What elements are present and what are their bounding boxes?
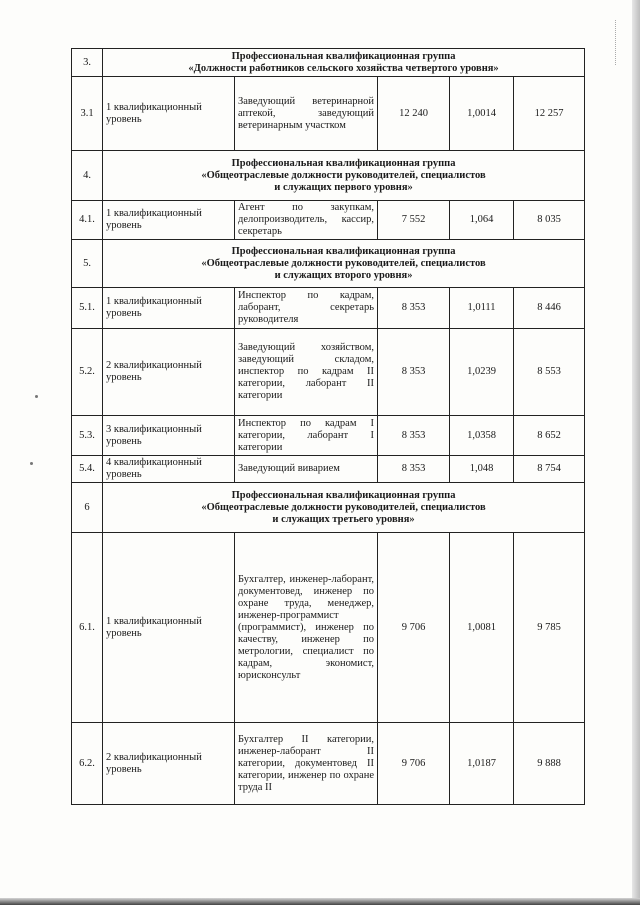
base-salary: 12 240 (378, 77, 450, 151)
coefficient: 1,0014 (450, 77, 514, 151)
group-row (72, 483, 585, 533)
base-salary: 8 353 (378, 456, 450, 483)
group-title-line: и служащих третьего уровня» (272, 513, 415, 525)
coefficient: 1,0239 (450, 329, 514, 416)
base-salary: 8 353 (378, 288, 450, 329)
qualification-level: 2 квалификационный уровень (103, 723, 235, 805)
base-salary: 7 552 (378, 201, 450, 240)
positions: Инспектор по кадрам I категории, лаборант I категории (235, 416, 378, 456)
positions: Инспектор по кадрам, лаборант, секретарь руководителя (235, 288, 378, 329)
scan-right-edge (632, 0, 640, 905)
base-salary: 8 353 (378, 416, 450, 456)
group-title-line: «Общеотраслевые должности руководителей, специалистов (201, 169, 486, 181)
table-row (72, 288, 585, 329)
qualification-level: 4 квалификационный уровень (103, 456, 235, 483)
group-title-line: Профессиональная квалификационная группа (231, 157, 456, 169)
positions: Бухгалтер, инженер-лаборант, документовед, инженер по охране труда, менеджер, инженер-программист (программист), инженер по качеству, инженер по метрологии, специалист по кадрам, экономист, юрисконсульт (235, 533, 378, 723)
group-row (72, 151, 585, 201)
table-row (72, 456, 585, 483)
salary-table (71, 48, 585, 805)
base-salary: 9 706 (378, 533, 450, 723)
coefficient: 1,0081 (450, 533, 514, 723)
group-title (103, 240, 585, 288)
coefficient: 1,0358 (450, 416, 514, 456)
total-salary: 8 652 (514, 416, 585, 456)
group-row (72, 49, 585, 77)
base-salary: 8 353 (378, 329, 450, 416)
group-title-line: «Общеотраслевые должности руководителей, специалистов (201, 501, 486, 513)
row-number: 3.1 (72, 77, 103, 151)
table-row (72, 723, 585, 805)
row-number: 6.1. (72, 533, 103, 723)
base-salary: 9 706 (378, 723, 450, 805)
group-title-line: Профессиональная квалификационная группа (231, 50, 456, 62)
positions: Заведующий хозяйством, заведующий складом, инспектор по кадрам II категории, лаборант II категории (235, 329, 378, 416)
total-salary: 9 888 (514, 723, 585, 805)
row-number: 5.2. (72, 329, 103, 416)
qualification-level: 2 квалификационный уровень (103, 329, 235, 416)
row-number: 5.4. (72, 456, 103, 483)
group-title (103, 483, 585, 533)
table-row (72, 329, 585, 416)
total-salary: 8 446 (514, 288, 585, 329)
coefficient: 1,0187 (450, 723, 514, 805)
group-title-line: Профессиональная квалификационная группа (231, 489, 456, 501)
coefficient: 1,0111 (450, 288, 514, 329)
group-title-line: «Должности работников сельского хозяйства четвертого уровня» (188, 62, 499, 74)
total-salary: 9 785 (514, 533, 585, 723)
coefficient: 1,064 (450, 201, 514, 240)
group-number: 5. (72, 240, 103, 288)
table-row (72, 416, 585, 456)
scan-speck (35, 395, 38, 398)
row-number: 5.1. (72, 288, 103, 329)
total-salary: 8 754 (514, 456, 585, 483)
group-row (72, 240, 585, 288)
qualification-level: 1 квалификационный уровень (103, 77, 235, 151)
row-number: 5.3. (72, 416, 103, 456)
table-row (72, 201, 585, 240)
total-salary: 8 553 (514, 329, 585, 416)
group-number: 3. (72, 49, 103, 77)
total-salary: 8 035 (514, 201, 585, 240)
group-number: 4. (72, 151, 103, 201)
qualification-level: 1 квалификационный уровень (103, 288, 235, 329)
group-number: 6 (72, 483, 103, 533)
qualification-level: 1 квалификационный уровень (103, 201, 235, 240)
group-title (103, 49, 585, 77)
group-title-line: «Общеотраслевые должности руководителей, специалистов (201, 257, 486, 269)
qualification-level: 1 квалификационный уровень (103, 533, 235, 723)
group-title-line: и служащих первого уровня» (274, 181, 413, 193)
scan-bottom-edge (0, 898, 640, 905)
coefficient: 1,048 (450, 456, 514, 483)
table-row (72, 77, 585, 151)
table-row (72, 533, 585, 723)
positions: Бухгалтер II категории, инженер-лаборант II категории, документовед II категории, инженер по охране труда II (235, 723, 378, 805)
positions: Агент по закупкам, делопроизводитель, кассир, секретарь (235, 201, 378, 240)
qualification-level: 3 квалификационный уровень (103, 416, 235, 456)
positions: Заведующий виварием (235, 456, 378, 483)
group-title (103, 151, 585, 201)
row-number: 6.2. (72, 723, 103, 805)
group-title-line: Профессиональная квалификационная группа (231, 245, 456, 257)
total-salary: 12 257 (514, 77, 585, 151)
row-number: 4.1. (72, 201, 103, 240)
positions: Заведующий ветеринарной аптекой, заведующий ветеринарным участком (235, 77, 378, 151)
scan-marks (615, 20, 626, 65)
scan-speck (30, 462, 33, 465)
group-title-line: и служащих второго уровня» (274, 269, 413, 281)
